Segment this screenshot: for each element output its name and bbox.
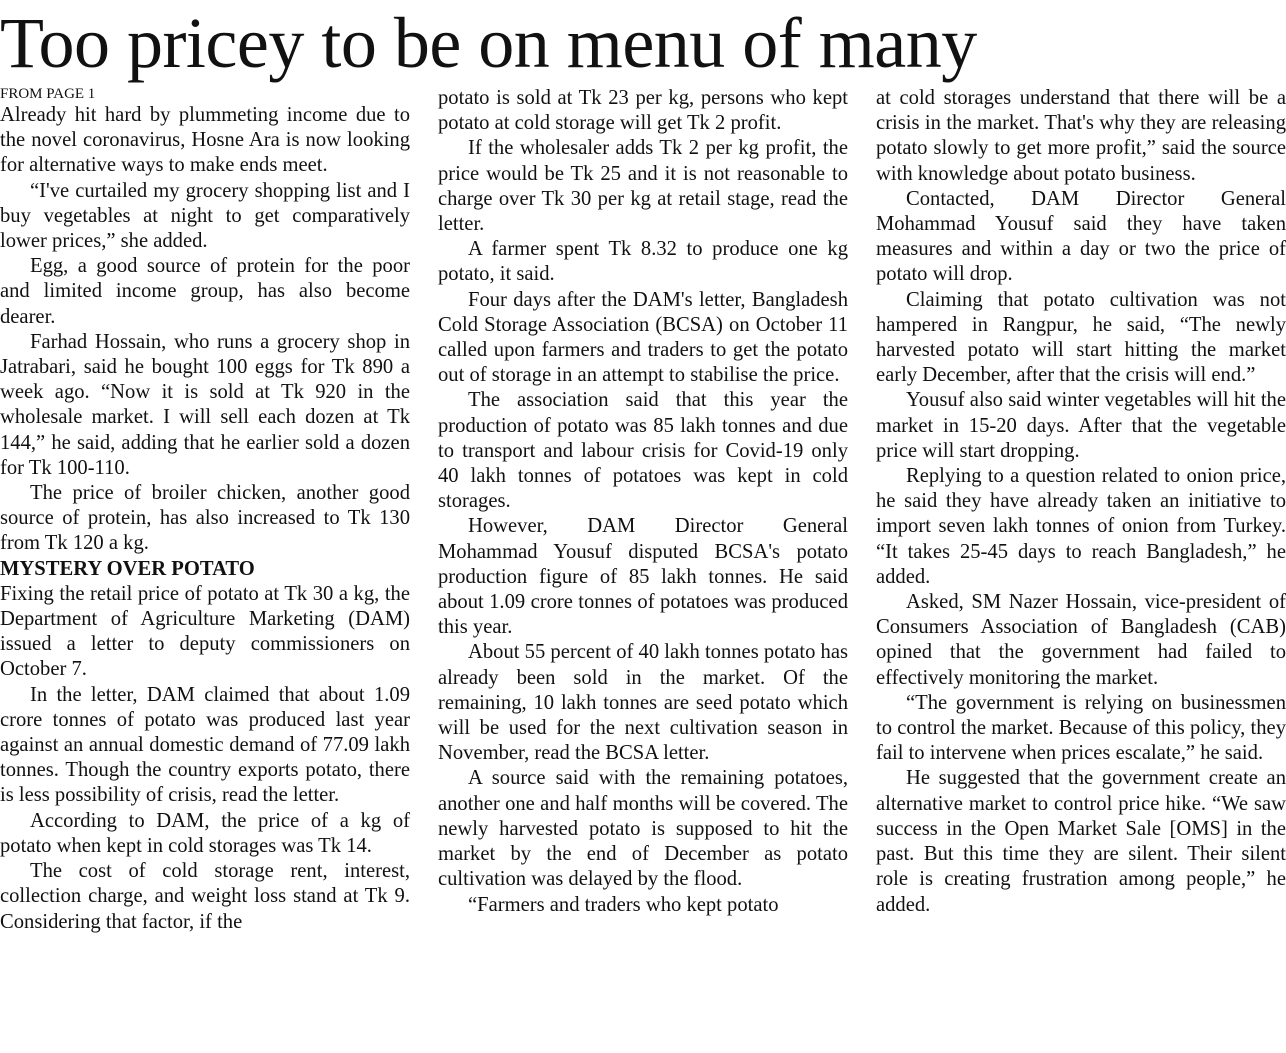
paragraph: A farmer spent Tk 8.32 to produce one kg potato, it said. <box>438 238 848 286</box>
paragraph: The price of broiler chicken, another good source of protein, has also increased to Tk 130 from Tk 120 a kg. <box>0 482 410 555</box>
paragraph: Fixing the retail price of potato at Tk 30 a kg, the Department of Agriculture Marketing (DAM) issued a letter to deputy commissioners on October 7. <box>0 582 410 681</box>
paragraph: Contacted, DAM Director General Mohammad Yousuf said they have taken measures and within a day or two the price of potato will drop. <box>876 187 1286 286</box>
paragraph: However, DAM Director General Mohammad Yousuf disputed BCSA's potato production figure of 85 lakh tonnes. He said about 1.09 crore tonnes of potatoes was produced this year. <box>438 515 848 639</box>
paragraph: Already hit hard by plummeting income due to the novel coronavirus, Hosne Ara is now looking for alternative ways to make ends meet. <box>0 104 410 177</box>
paragraph: The association said that this year the production of potato was 85 lakh tonnes and due to transport and labour crisis for Covid-19 only 40 lakh tonnes of potatoes was kept in cold storages. <box>438 389 848 513</box>
paragraph: “The government is relying on businessmen to control the market. Because of this policy, they fail to intervene when prices escalate,” he said. <box>876 691 1286 765</box>
article-column-1 <box>0 86 410 1052</box>
article-column-3 <box>876 86 1286 1052</box>
paragraph: He suggested that the government create an alternative market to control price hike. “We saw success in the Open Market Sale [OMS] in the past. But this time they are silent. Their silent role is creating frustration among people,” he added. <box>876 767 1286 916</box>
jump-line: FROM PAGE 1 <box>0 86 96 102</box>
paragraph: According to DAM, the price of a kg of potato when kept in cold storages was Tk 14. <box>0 809 410 857</box>
headline: Too pricey to be on menu of many <box>0 3 977 83</box>
paragraph: “I've curtailed my grocery shopping list and I buy vegetables at night to get comparatively lower prices,” she added. <box>0 179 410 253</box>
paragraph: About 55 percent of 40 lakh tonnes potato has already been sold in the market. Of the remaining, 10 lakh tonnes are seed potato which will be used for the next cultivation season in November, read the BCSA letter. <box>438 641 848 765</box>
paragraph: Yousuf also said winter vegetables will hit the market in 15-20 days. After that the vegetable price will start dropping. <box>876 389 1286 462</box>
paragraph: Claiming that potato cultivation was not hampered in Rangpur, he said, “The newly harvested potato will start hitting the market early December, after that the crisis will end.” <box>876 288 1286 387</box>
paragraph: at cold storages understand that there will be a crisis in the market. That's why they are releasing potato slowly to get more profit,” said the source with knowledge about potato business. <box>876 87 1286 185</box>
subhead: MYSTERY OVER POTATO <box>0 557 255 580</box>
paragraph: Egg, a good source of protein for the poor and limited income group, has also become dearer. <box>0 255 410 328</box>
paragraph: Farhad Hossain, who runs a grocery shop in Jatrabari, said he bought 100 eggs for Tk 890 a week ago. “Now it is sold at Tk 920 in the wholesale market. I will sell each dozen at Tk 144,” he said, adding that he earlier sold a dozen for Tk 100-110. <box>0 330 410 479</box>
paragraph: Replying to a question related to onion price, he said they have already taken an initiative to import seven lakh tonnes of onion from Turkey. “It takes 25-45 days to reach Bangladesh,” he added. <box>876 465 1286 588</box>
paragraph: In the letter, DAM claimed that about 1.09 crore tonnes of potato was produced last year against an annual domestic demand of 77.09 lakh tonnes. Though the country exports potato, there is less possibility of crisis, read the letter. <box>0 683 410 807</box>
paragraph: potato is sold at Tk 23 per kg, persons who kept potato at cold storage will get Tk 2 profit. <box>438 87 848 135</box>
paragraph: The cost of cold storage rent, interest, collection charge, and weight loss stand at Tk 9. Considering that factor, if the <box>0 860 410 933</box>
paragraph: “Farmers and traders who kept potato <box>468 893 779 916</box>
paragraph: A source said with the remaining potatoes, another one and half months will be covered. The newly harvested potato is supposed to hit the market by the end of December as potato cultivation was delayed by the flood. <box>438 767 848 891</box>
paragraph: Asked, SM Nazer Hossain, vice-president of Consumers Association of Bangladesh (CAB) opined that the government had failed to effectively monitoring the market. <box>876 591 1286 689</box>
paragraph: Four days after the DAM's letter, Bangladesh Cold Storage Association (BCSA) on October 11 called upon farmers and traders to get the potato out of storage in an attempt to stabilise the price. <box>438 288 848 387</box>
article-column-2 <box>438 86 848 1052</box>
paragraph: If the wholesaler adds Tk 2 per kg profit, the price would be Tk 25 and it is not reasonable to charge over Tk 30 per kg at retail stage, read the letter. <box>438 137 848 236</box>
